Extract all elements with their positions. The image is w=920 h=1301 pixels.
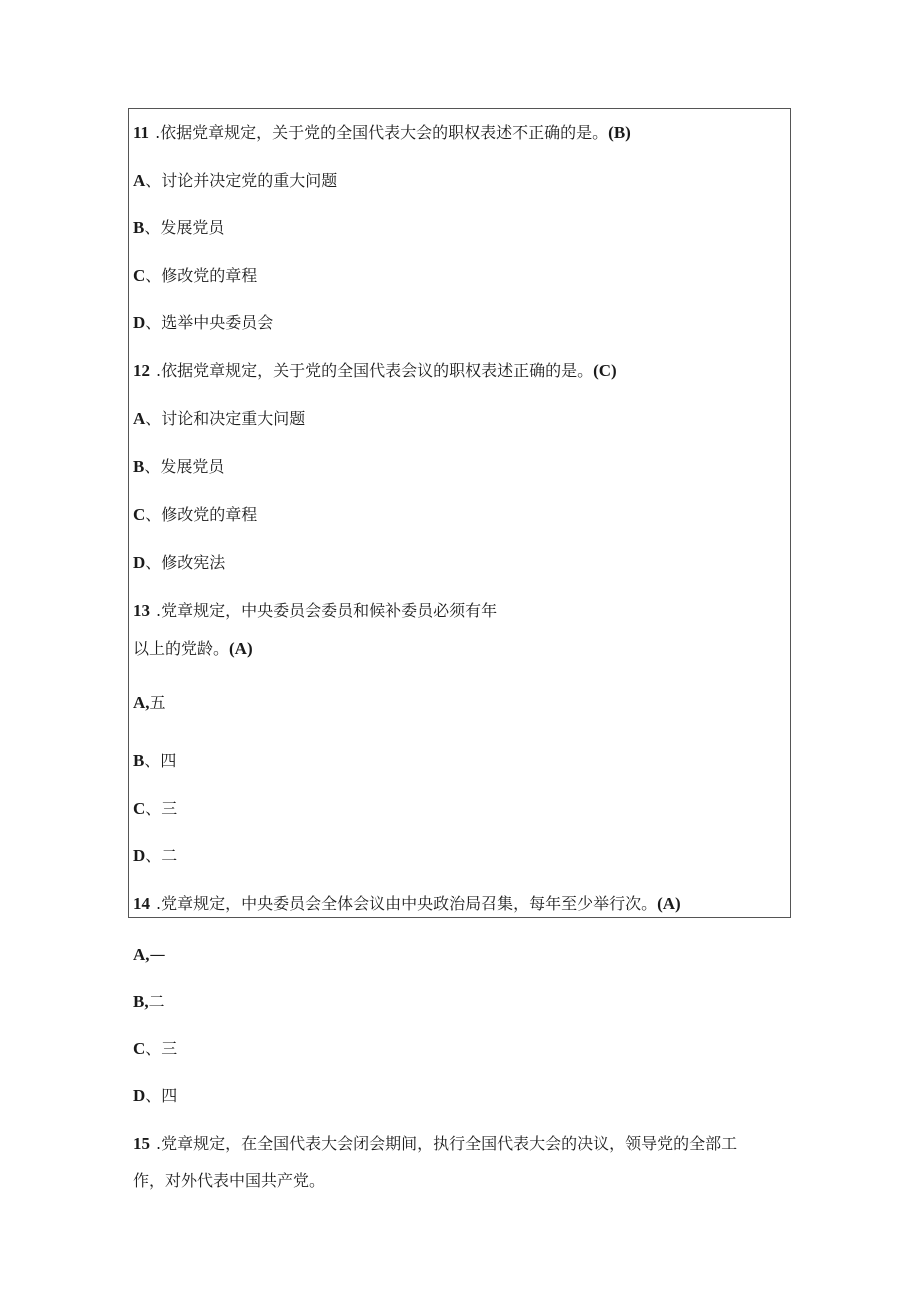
option-d [133, 553, 225, 573]
option-separator: 、 [145, 313, 162, 332]
question-13-continued [133, 639, 253, 659]
option-text: — [149, 945, 166, 964]
question-13 [133, 601, 497, 621]
option-letter: D [133, 553, 146, 572]
question-11 [133, 123, 631, 143]
question-number: 15 [133, 1134, 150, 1153]
option-text: 四 [160, 751, 177, 770]
option-text: 讨论和决定重大问题 [161, 409, 306, 428]
option-letter: C [133, 799, 146, 818]
option-letter: A [133, 409, 146, 428]
question-number: 11 [133, 123, 150, 142]
option-text: 讨论并决定党的重大问题 [161, 171, 338, 190]
option-separator: 、 [144, 751, 161, 770]
question-answer: (A) [657, 894, 681, 913]
option-a [133, 693, 166, 713]
option-c [133, 505, 257, 525]
question-answer: (A) [229, 639, 253, 658]
question-text-continued: 作，对外代表中国共产党。 [133, 1171, 326, 1190]
option-separator: , [145, 945, 150, 964]
option-b [133, 218, 224, 238]
option-text: 四 [161, 1086, 178, 1105]
option-b [133, 751, 176, 771]
option-letter: A [133, 693, 146, 712]
option-text: 二 [148, 992, 165, 1011]
option-a [133, 171, 337, 191]
option-letter: C [133, 266, 146, 285]
option-text: 五 [149, 693, 166, 712]
option-separator: 、 [145, 266, 162, 285]
question-answer: (C) [593, 361, 617, 380]
option-d [133, 1086, 177, 1106]
option-text: 发展党员 [160, 218, 225, 237]
option-letter: A [133, 171, 146, 190]
question-text: .依据党章规定，关于党的全国代表大会的职权表述不正确的是。 [155, 123, 609, 142]
option-letter: B [133, 218, 145, 237]
option-c [133, 799, 177, 819]
option-text: 二 [161, 846, 178, 865]
question-number: 14 [133, 894, 150, 913]
question-answer: (B) [608, 123, 631, 142]
option-c [133, 266, 257, 286]
option-letter: A [133, 945, 146, 964]
option-separator: 、 [145, 505, 162, 524]
option-d [133, 313, 273, 333]
option-separator: 、 [145, 553, 162, 572]
question-12 [133, 361, 617, 381]
option-letter: B [133, 751, 145, 770]
option-a [133, 409, 305, 429]
question-14 [133, 894, 681, 914]
option-letter: C [133, 1039, 146, 1058]
option-text: 修改宪法 [161, 553, 226, 572]
option-d [133, 846, 177, 866]
question-text: .党章规定，在全国代表大会闭会期间，执行全国代表大会的决议，领导党的全部工 [156, 1134, 738, 1153]
option-letter: D [133, 1086, 146, 1105]
question-number: 13 [133, 601, 150, 620]
question-15-continued [133, 1171, 325, 1191]
question-text-continued: 以上的党龄。 [133, 639, 230, 658]
option-separator: 、 [145, 846, 162, 865]
option-text: 三 [161, 1039, 178, 1058]
question-text: .依据党章规定，关于党的全国代表会议的职权表述正确的是。 [156, 361, 594, 380]
option-text: 修改党的章程 [161, 505, 258, 524]
option-separator: 、 [145, 171, 162, 190]
option-separator: 、 [145, 799, 162, 818]
option-separator: , [145, 693, 150, 712]
option-letter: C [133, 505, 146, 524]
option-letter: B [133, 992, 145, 1011]
question-text: .党章规定，中央委员会委员和候补委员必须有年 [156, 601, 498, 620]
option-separator: 、 [145, 1039, 162, 1058]
option-letter: B [133, 457, 145, 476]
option-letter: D [133, 846, 146, 865]
option-separator: , [144, 992, 149, 1011]
option-letter: D [133, 313, 146, 332]
question-15 [133, 1134, 737, 1154]
option-a [133, 945, 166, 965]
option-separator: 、 [145, 409, 162, 428]
option-b [133, 457, 224, 477]
option-c [133, 1039, 177, 1059]
option-text: 发展党员 [160, 457, 225, 476]
option-text: 选举中央委员会 [161, 313, 274, 332]
option-b [133, 992, 165, 1012]
option-text: 修改党的章程 [161, 266, 258, 285]
option-text: 三 [161, 799, 178, 818]
option-separator: 、 [144, 457, 161, 476]
question-text: .党章规定，中央委员会全体会议由中央政治局召集，每年至少举行次。 [156, 894, 658, 913]
question-number: 12 [133, 361, 150, 380]
option-separator: 、 [145, 1086, 162, 1105]
option-separator: 、 [144, 218, 161, 237]
